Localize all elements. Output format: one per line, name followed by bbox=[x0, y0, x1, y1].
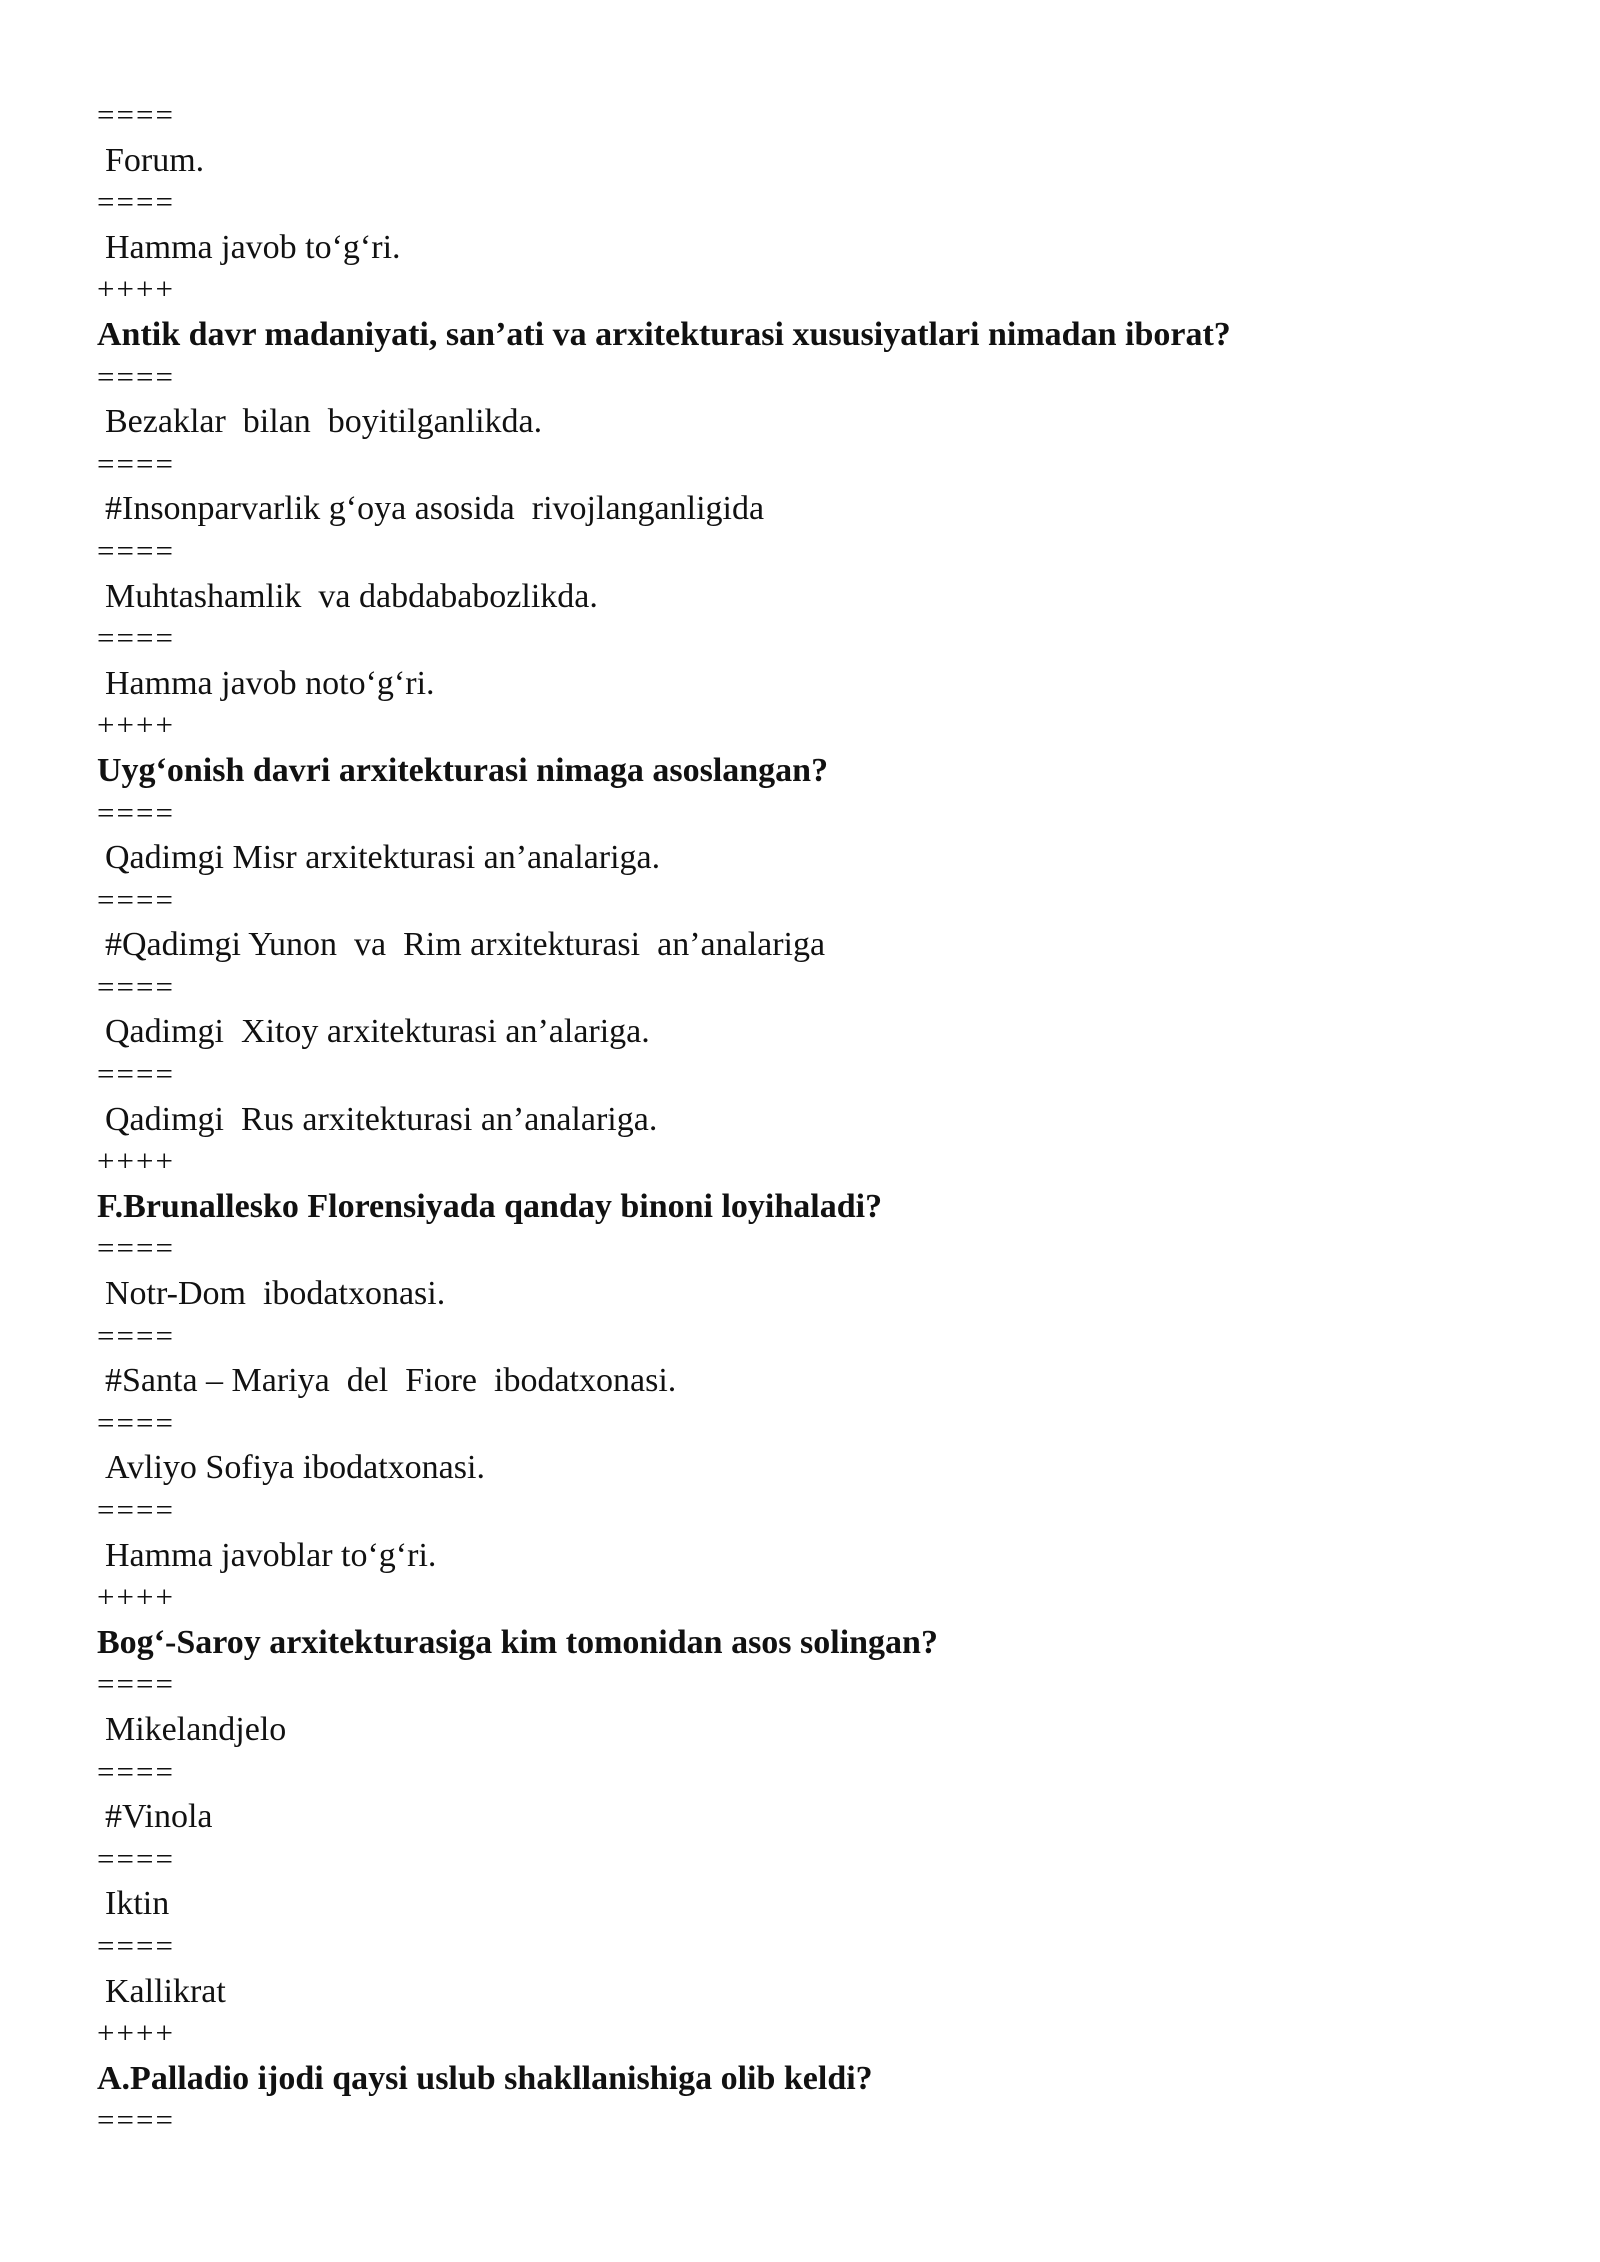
answer-separator: ==== bbox=[97, 1666, 175, 1702]
answer-option: Qadimgi Xitoy arxitekturasi an’alariga. bbox=[105, 1013, 650, 1051]
answer-separator: ==== bbox=[97, 1230, 175, 1266]
answer-separator: ==== bbox=[97, 2102, 175, 2138]
answer-option: #Vinola bbox=[105, 1798, 213, 1836]
answer-option: Hamma javob to‘g‘ri. bbox=[105, 228, 401, 266]
answer-option: #Insonparvarlik g‘oya asosida rivojlanganligida bbox=[105, 490, 765, 528]
answer-option: Muhtashamlik va dabdababozlikda. bbox=[105, 577, 598, 615]
question-separator: ++++ bbox=[97, 707, 175, 743]
answer-separator: ==== bbox=[97, 1840, 175, 1876]
answer-option: Mikelandjelo bbox=[105, 1710, 287, 1748]
question-separator: ++++ bbox=[97, 1579, 175, 1615]
answer-option: Kallikrat bbox=[105, 1972, 226, 2010]
test-document-body bbox=[97, 95, 1517, 2144]
question-text: Uyg‘onish davri arxitekturasi nimaga asoslangan? bbox=[97, 751, 829, 789]
question-separator: ++++ bbox=[97, 2015, 175, 2051]
answer-separator: ==== bbox=[97, 620, 175, 656]
answer-option: Forum. bbox=[105, 141, 205, 179]
question-text: Bog‘-Saroy arxitekturasiga kim tomonidan asos solingan? bbox=[97, 1623, 938, 1661]
question-text: A.Palladio ijodi qaysi uslub shakllanishiga olib keldi? bbox=[97, 2059, 873, 2097]
answer-separator: ==== bbox=[97, 1317, 175, 1353]
answer-option: Notr-Dom ibodatxonasi. bbox=[105, 1275, 446, 1313]
question-separator: ++++ bbox=[97, 271, 175, 307]
answer-separator: ==== bbox=[97, 358, 175, 394]
answer-option: Avliyo Sofiya ibodatxonasi. bbox=[105, 1449, 485, 1487]
question-text: F.Brunallesko Florensiyada qanday binoni loyihaladi? bbox=[97, 1187, 883, 1225]
question-text: Antik davr madaniyati, san’ati va arxitekturasi xususiyatlari nimadan iborat? bbox=[97, 315, 1231, 353]
answer-separator: ==== bbox=[97, 881, 175, 917]
answer-separator: ==== bbox=[97, 1492, 175, 1527]
answer-separator: ==== bbox=[97, 1404, 175, 1440]
answer-separator: ==== bbox=[97, 794, 175, 830]
answer-separator: ==== bbox=[97, 184, 175, 220]
answer-option: Qadimgi Rus arxitekturasi an’analariga. bbox=[105, 1100, 658, 1138]
answer-option: Hamma javob noto‘g‘ri. bbox=[105, 664, 435, 702]
answer-option: Bezaklar bilan boyitilganlikda. bbox=[105, 403, 543, 441]
answer-separator: ==== bbox=[97, 532, 175, 568]
answer-separator: ==== bbox=[97, 1056, 175, 1092]
answer-separator: ==== bbox=[97, 1753, 175, 1789]
question-separator: ++++ bbox=[97, 1143, 175, 1179]
answer-separator: ==== bbox=[97, 1927, 175, 1963]
answer-separator: ==== bbox=[97, 97, 175, 132]
answer-option: Qadimgi Misr arxitekturasi an’analariga. bbox=[105, 839, 661, 877]
answer-separator: ==== bbox=[97, 445, 175, 481]
answer-option: #Santa – Mariya del Fiore ibodatxonasi. bbox=[105, 1362, 677, 1400]
answer-separator: ==== bbox=[97, 968, 175, 1004]
answer-option: Iktin bbox=[105, 1885, 170, 1923]
answer-option: #Qadimgi Yunon va Rim arxitekturasi an’analariga bbox=[105, 926, 826, 964]
answer-option: Hamma javoblar to‘g‘ri. bbox=[105, 1536, 437, 1574]
